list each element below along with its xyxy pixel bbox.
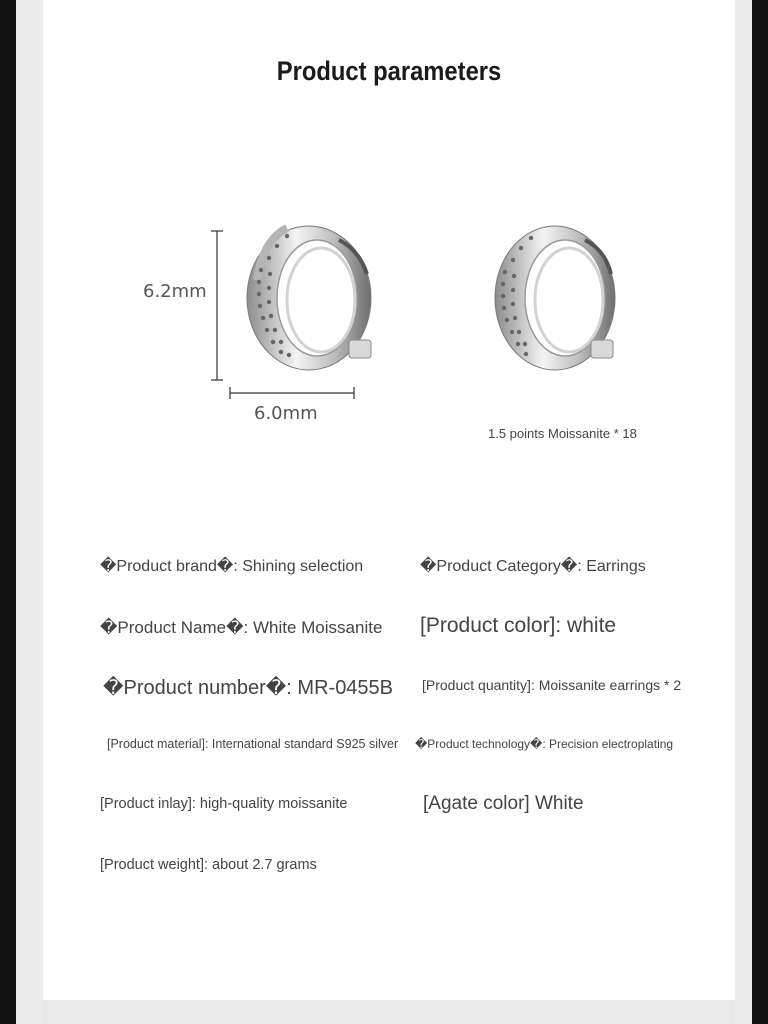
param-agate: [Agate color] White — [423, 793, 584, 814]
param-technology: �Product technology�: Precision electroplating — [415, 737, 674, 751]
left-gutter — [16, 0, 43, 1024]
param-material: [Product material]: International standard S925 silver — [107, 737, 399, 751]
left-frame-edge — [0, 0, 16, 1024]
right-frame-edge — [752, 0, 768, 1024]
stone-caption: 1.5 points Moissanite * 18 — [488, 426, 637, 441]
product-sheet — [43, 0, 735, 1000]
param-inlay: [Product inlay]: high-quality moissanite — [100, 796, 348, 812]
right-gutter — [735, 0, 752, 1024]
dimension-lines — [43, 0, 735, 460]
param-color: [Product color]: white — [420, 614, 617, 637]
param-quantity: [Product quantity]: Moissanite earrings * 2 — [422, 677, 682, 693]
hoop-earring-side-icon — [485, 210, 625, 375]
param-brand: �Product brand�: Shining selection — [100, 558, 364, 575]
param-name: �Product Name�: White Moissanite — [100, 618, 383, 637]
param-category: �Product Category�: Earrings — [420, 558, 646, 575]
param-weight: [Product weight]: about 2.7 grams — [100, 857, 317, 873]
height-label: 6.2mm — [143, 281, 207, 302]
width-label: 6.0mm — [254, 403, 318, 424]
page-title: Product parameters — [276, 56, 502, 86]
hoop-earring-front-icon — [239, 210, 379, 375]
param-number: �Product number�: MR-0455B — [103, 677, 394, 699]
